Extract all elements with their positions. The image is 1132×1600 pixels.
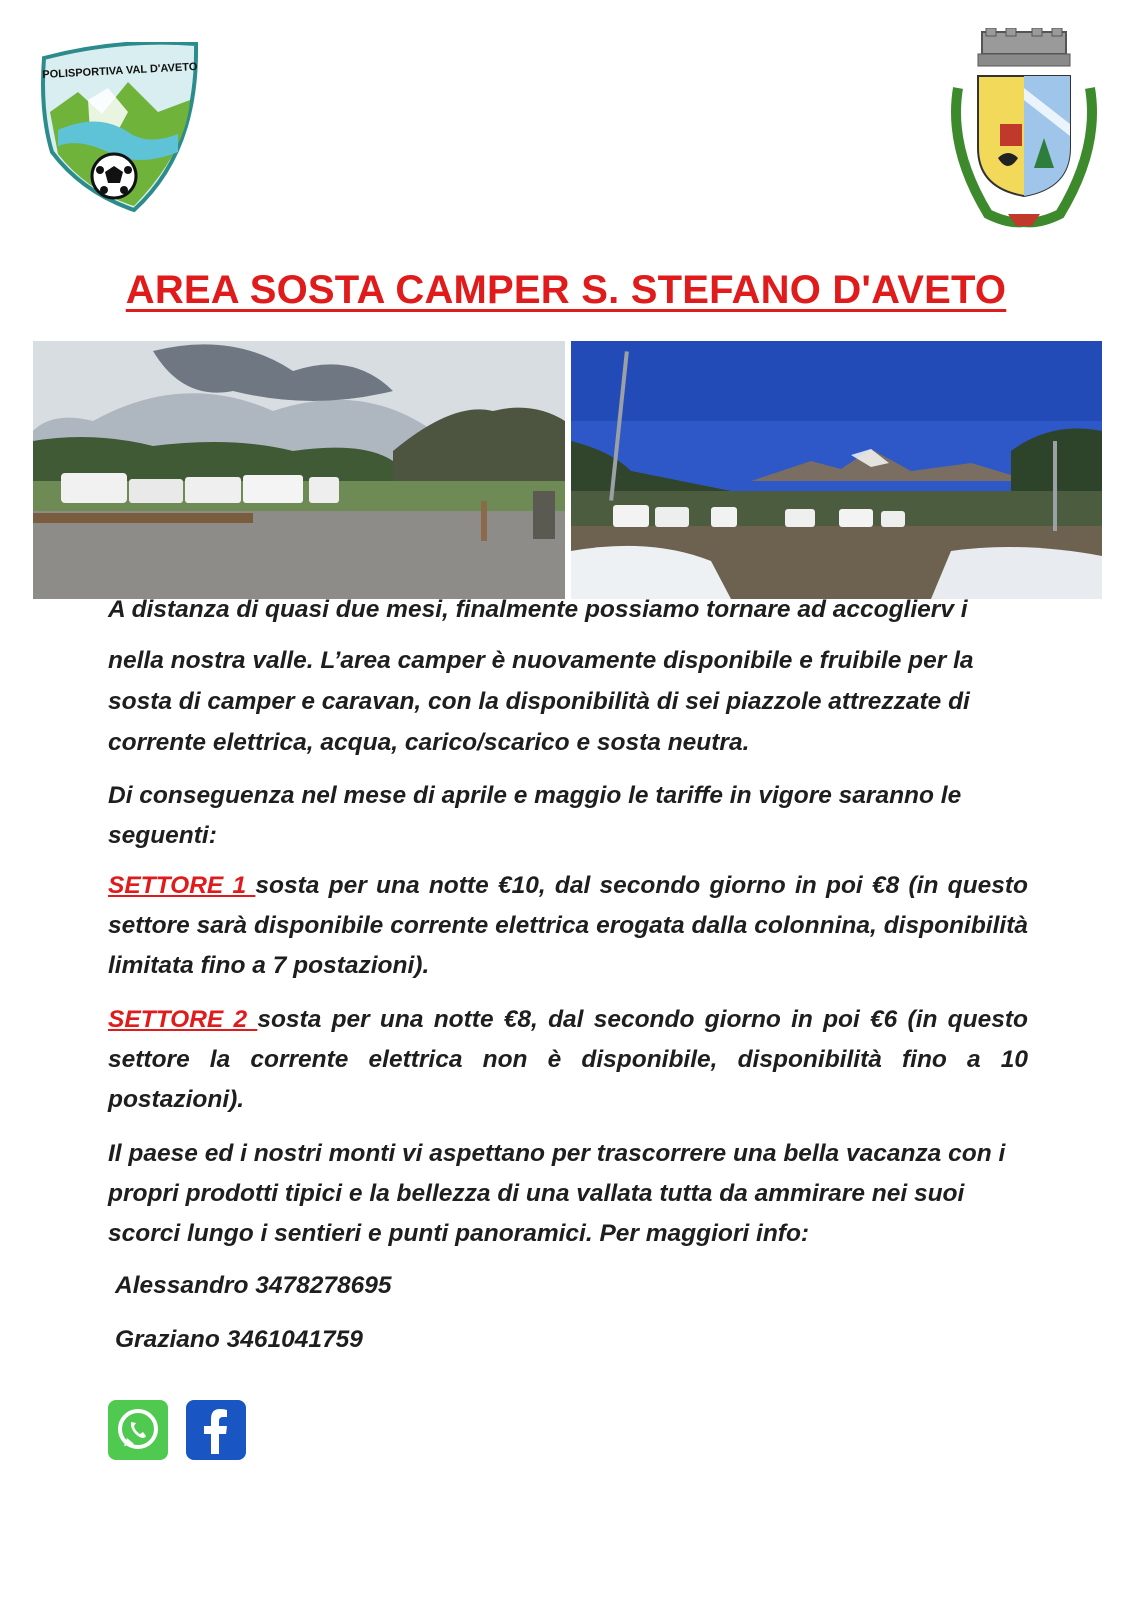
camper-area-photo-cloudy [33,341,565,599]
sector-1-paragraph [108,866,1028,986]
intro-first-line: A distanza di quasi due mesi, finalmente possiamo tornare ad accoglierv i [108,596,968,623]
whatsapp-icon[interactable] [108,1400,168,1460]
page-title: AREA SOSTA CAMPER S. STEFANO D'AVETO [125,268,1007,312]
contact-graziano: Graziano 3461041759 [115,1326,363,1353]
camper-area-photo-sunny [571,341,1102,599]
sector-2-label: SETTORE 2 [108,1006,258,1033]
sector-1-label: SETTORE 1 [108,872,256,899]
sector-2-text: sosta per una notte €8, dal secondo giorno in poi €6 (in questo settore la corrente elettrica non è disponibile, disponibilità fino a 10 postazioni). [108,1006,1028,1113]
coat-of-arms-logo [948,28,1100,228]
polisportiva-logo [38,42,202,217]
contact-alessandro: Alessandro 3478278695 [115,1272,392,1299]
intro-paragraph: nella nostra valle. L’area camper è nuovamente disponibile e fruibile per la sosta di camper e caravan, con la disponibilità di sei piazzole attrezzate di corrente elettrica, acqua, carico/scarico e sosta neutra. [108,647,974,756]
facebook-icon[interactable] [186,1400,246,1460]
tariffs-intro: Di conseguenza nel mese di aprile e maggio le tariffe in vigore saranno le seguenti: [108,782,962,849]
club-name-text: POLISPORTIVA VAL D'AVETO [42,60,198,82]
sector-1-text: sosta per una notte €10, dal secondo giorno in poi €8 (in questo settore sarà disponibile corrente elettrica erogata dalla colonnina, disponibilità limitata fino a 7 postazioni). [108,872,1028,979]
closing-paragraph: Il paese ed i nostri monti vi aspettano per trascorrere una bella vacanza con i propri prodotti tipici e la bellezza di una vallata tutta da ammirare nei suoi scorci lungo i sentieri e punti panoramici. Per maggiori info: [108,1140,1006,1247]
sector-2-paragraph [108,1000,1028,1120]
